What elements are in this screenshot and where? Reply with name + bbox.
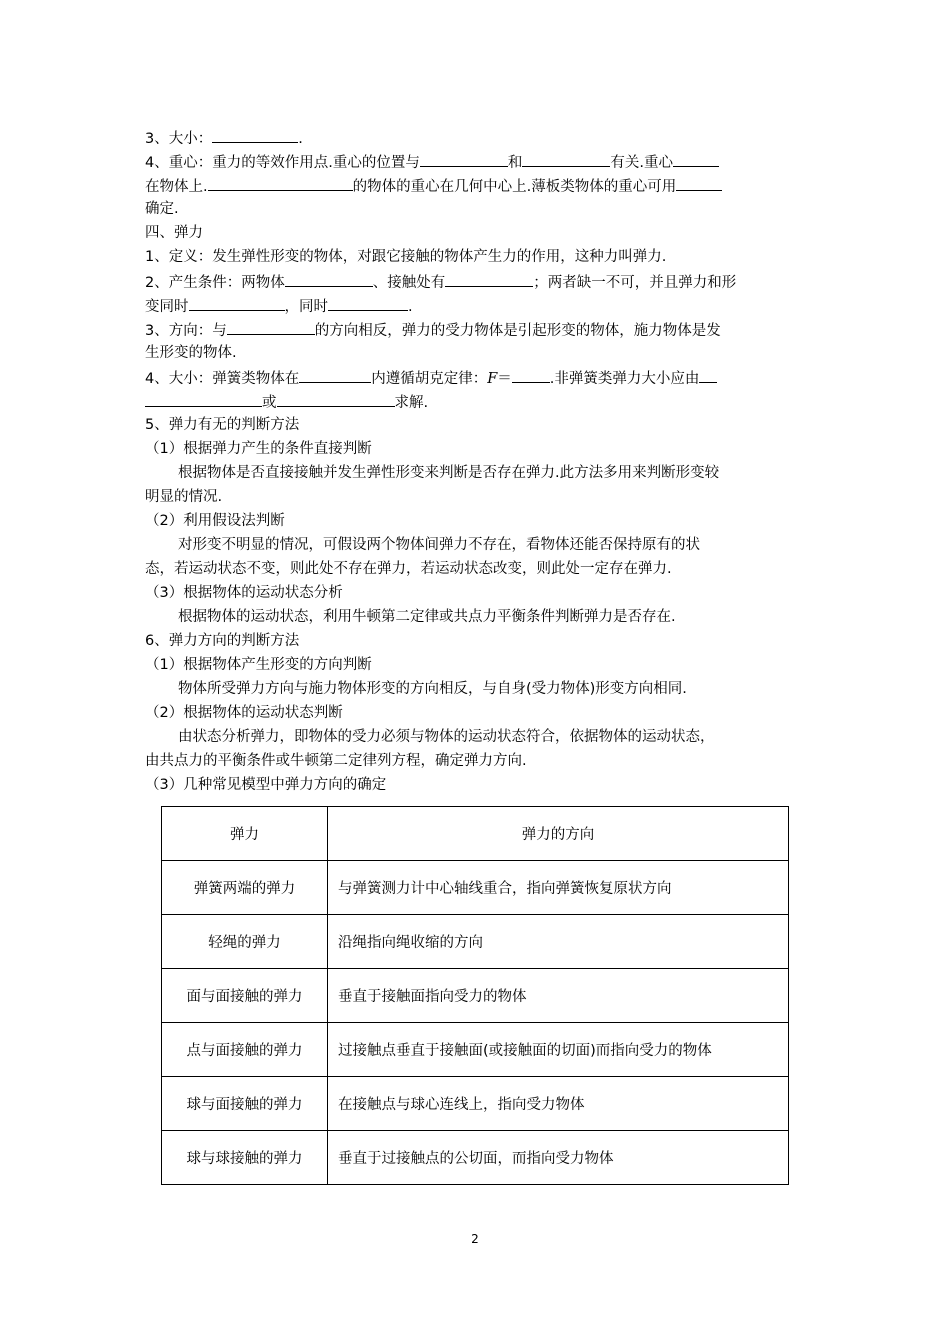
text-line: 确定. xyxy=(145,201,179,217)
answer-blank[interactable] xyxy=(445,271,533,287)
answer-blank[interactable] xyxy=(227,319,315,335)
table-row xyxy=(162,861,789,915)
answer-blank[interactable] xyxy=(277,391,395,407)
table-cell: 垂直于过接触点的公切面，而指向受力物体 xyxy=(328,1131,789,1185)
answer-blank[interactable] xyxy=(420,151,508,167)
table-cell: 垂直于接触面指向受力的物体 xyxy=(328,969,789,1023)
answer-blank[interactable] xyxy=(522,151,610,167)
answer-blank[interactable] xyxy=(208,175,353,191)
subsection-heading: 6、弹力方向的判断方法 xyxy=(145,633,300,649)
line-conditions: 2、产生条件：两物体 、接触处有 ；两者缺一不可，并且弹力和形 xyxy=(145,271,736,293)
text-line: 生形变的物体. xyxy=(145,345,237,361)
answer-blank[interactable] xyxy=(512,367,550,383)
table-cell: 面与面接触的弹力 xyxy=(162,969,328,1023)
method-heading: （3）几种常见模型中弹力方向的确定 xyxy=(145,777,387,793)
table-cell: 点与面接触的弹力 xyxy=(162,1023,328,1077)
answer-blank[interactable] xyxy=(285,271,373,287)
answer-blank[interactable] xyxy=(145,391,262,407)
line-size: 3、大小： . xyxy=(145,127,303,149)
table-header-cell: 弹力的方向 xyxy=(328,807,789,861)
elastic-force-table xyxy=(161,806,789,1185)
answer-blank[interactable] xyxy=(299,367,371,383)
text-line: 1、定义：发生弹性形变的物体，对跟它接触的物体产生力的作用，这种力叫弹力. xyxy=(145,249,667,265)
section-heading: 四、弹力 xyxy=(145,225,203,241)
table-header-cell: 弹力 xyxy=(162,807,328,861)
table-row xyxy=(162,1077,789,1131)
table-header-row xyxy=(162,807,789,861)
method-heading: （3）根据物体的运动状态分析 xyxy=(145,585,343,601)
table-cell: 沿绳指向绳收缩的方向 xyxy=(328,915,789,969)
answer-blank[interactable] xyxy=(328,295,408,311)
text-line: 根据物体的运动状态，利用牛顿第二定律或共点力平衡条件判断弹力是否存在. xyxy=(178,609,676,625)
table-cell: 过接触点垂直于接触面(或接触面的切面)而指向受力的物体 xyxy=(328,1023,789,1077)
method-heading: （1）根据弹力产生的条件直接判断 xyxy=(145,441,372,457)
table-row xyxy=(162,915,789,969)
table-row xyxy=(162,969,789,1023)
table-cell: 球与面接触的弹力 xyxy=(162,1077,328,1131)
line-conditions-cont: 变同时 ，同时 . xyxy=(145,295,413,317)
answer-blank[interactable] xyxy=(212,127,298,143)
text-line: 由共点力的平衡条件或牛顿第二定律列方程，确定弹力方向. xyxy=(145,753,527,769)
line-direction: 3、方向：与 的方向相反，弹力的受力物体是引起形变的物体，施力物体是发 xyxy=(145,319,721,341)
line-center-position: 在物体上. 的物体的重心在几何中心上.薄板类物体的重心可用 xyxy=(145,175,722,197)
table-row xyxy=(162,1023,789,1077)
line-magnitude-cont: 或 求解. xyxy=(145,391,428,413)
answer-blank[interactable] xyxy=(699,367,717,383)
table-row xyxy=(162,1131,789,1185)
text-line: 对形变不明显的情况，可假设两个物体间弹力不存在，看物体还能否保持原有的状 xyxy=(178,537,700,553)
line-center-of-gravity: 4、重心：重力的等效作用点.重心的位置与 和 有关.重心 xyxy=(145,151,719,173)
method-heading: （1）根据物体产生形变的方向判断 xyxy=(145,657,372,673)
table-cell: 轻绳的弹力 xyxy=(162,915,328,969)
table-cell: 球与球接触的弹力 xyxy=(162,1131,328,1185)
method-heading: （2）利用假设法判断 xyxy=(145,513,285,529)
text-line: 态，若运动状态不变，则此处不存在弹力，若运动状态改变，则此处一定存在弹力. xyxy=(145,561,672,577)
subsection-heading: 5、弹力有无的判断方法 xyxy=(145,417,300,433)
table-cell: 弹簧两端的弹力 xyxy=(162,861,328,915)
text-line: 根据物体是否直接接触并发生弹性形变来判断是否存在弹力.此方法多用来判断形变较 xyxy=(178,465,720,481)
table-cell: 在接触点与球心连线上，指向受力物体 xyxy=(328,1077,789,1131)
method-heading: （2）根据物体的运动状态判断 xyxy=(145,705,343,721)
answer-blank[interactable] xyxy=(673,151,719,167)
text-line: 物体所受弹力方向与施力物体形变的方向相反，与自身(受力物体)形变方向相同. xyxy=(178,681,687,697)
text-line: 由状态分析弹力，即物体的受力必须与物体的运动状态符合，依据物体的运动状态， xyxy=(178,729,715,745)
answer-blank[interactable] xyxy=(189,295,285,311)
text-line: 明显的情况. xyxy=(145,489,223,505)
table-cell: 与弹簧测力计中心轴线重合，指向弹簧恢复原状方向 xyxy=(328,861,789,915)
page-number: 2 xyxy=(471,1232,479,1246)
line-magnitude: 4、大小：弹簧类物体在 内遵循胡克定律：F＝ .非弹簧类弹力大小应由 xyxy=(145,367,717,389)
answer-blank[interactable] xyxy=(676,175,722,191)
